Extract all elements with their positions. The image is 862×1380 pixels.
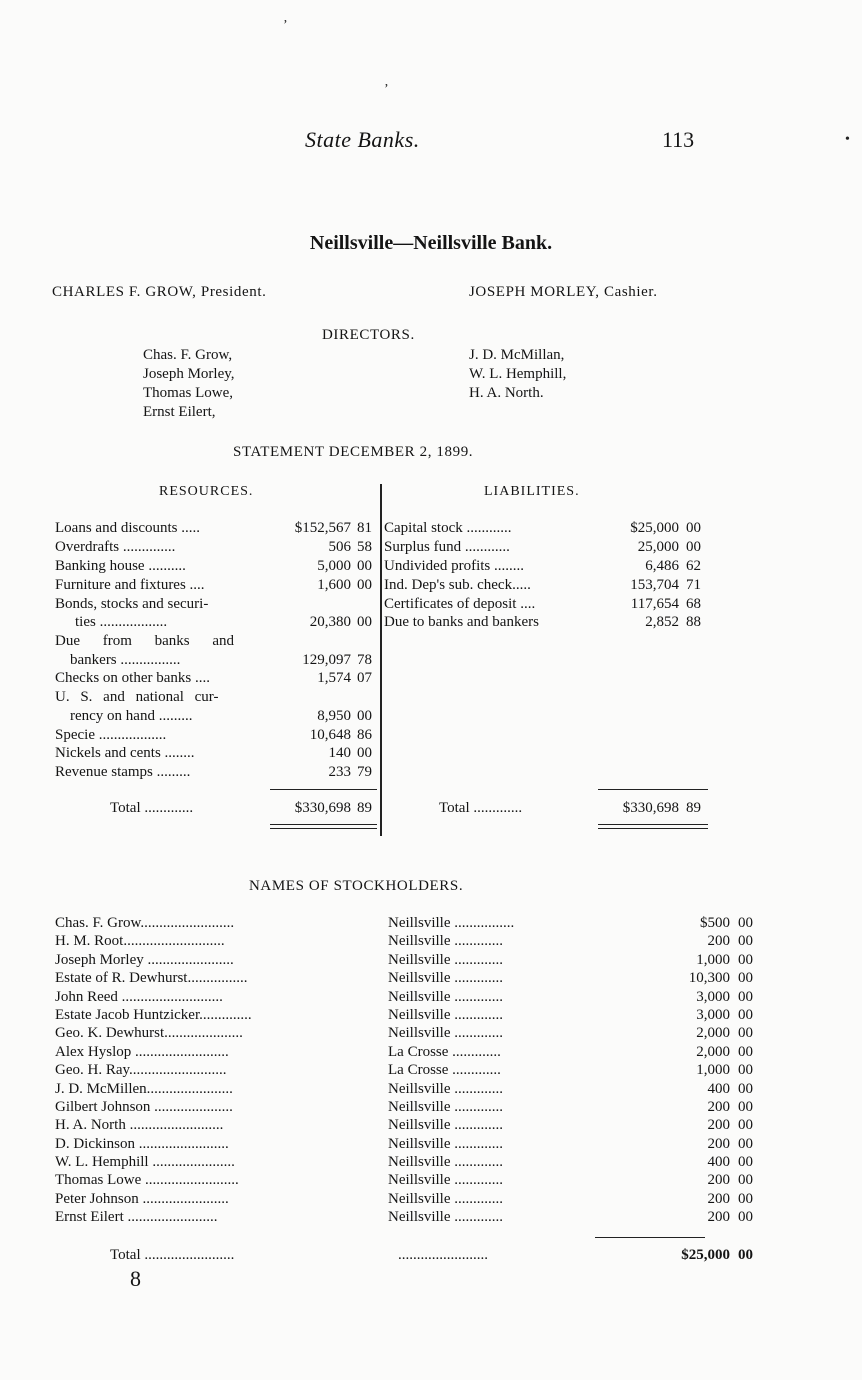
stockholder-cents: 00 bbox=[738, 1081, 753, 1097]
stockholder-dollars: 1,000 bbox=[696, 952, 730, 968]
resource-row bbox=[55, 520, 380, 539]
stockholder-dollars: 10,300 bbox=[688, 970, 730, 986]
stockholder-city: Neillsville ................ bbox=[388, 915, 515, 931]
stockholder-row bbox=[55, 1117, 755, 1136]
stockholder-city: Neillsville ............. bbox=[388, 970, 503, 986]
resource-row bbox=[55, 745, 380, 764]
resources-total-row bbox=[55, 800, 380, 819]
resource-row bbox=[55, 614, 380, 633]
stockholder-name: D. Dickinson ........................ bbox=[55, 1136, 229, 1152]
resources-heading: RESOURCES. bbox=[159, 484, 254, 499]
stockholder-name: Estate of R. Dewhurst................ bbox=[55, 970, 248, 986]
stockholder-name: Thomas Lowe ......................... bbox=[55, 1172, 239, 1188]
stockholder-row bbox=[55, 1154, 755, 1173]
directors-heading: DIRECTORS. bbox=[322, 327, 415, 343]
stockholder-dollars: 200 bbox=[707, 1117, 730, 1133]
resource-dollars: 233 bbox=[328, 764, 351, 780]
resource-label: Furniture and fixtures .... bbox=[55, 577, 205, 593]
liability-dollars: 25,000 bbox=[637, 539, 679, 555]
stockholder-dollars: 200 bbox=[707, 1172, 730, 1188]
stray-mark: • bbox=[845, 132, 850, 147]
resource-label: Bonds, stocks and securi- bbox=[55, 596, 209, 612]
stockholder-dollars: 1,000 bbox=[696, 1062, 730, 1078]
liabilities-total-cents: 89 bbox=[686, 800, 701, 816]
stockholder-cents: 00 bbox=[738, 1172, 753, 1188]
resource-row bbox=[55, 727, 380, 746]
liability-cents: 62 bbox=[686, 558, 701, 574]
resource-dollars: 1,574 bbox=[317, 670, 351, 686]
resource-dollars: 1,600 bbox=[317, 577, 351, 593]
stockholders-total-rule bbox=[595, 1237, 705, 1238]
resource-row bbox=[55, 633, 380, 652]
stockholders-total-row bbox=[55, 1247, 755, 1266]
liability-row bbox=[384, 614, 714, 633]
stockholders-total-cents: 00 bbox=[738, 1247, 753, 1263]
stockholder-dollars: 200 bbox=[707, 1209, 730, 1225]
resource-label: Revenue stamps ......... bbox=[55, 764, 191, 780]
stockholder-name: W. L. Hemphill ...................... bbox=[55, 1154, 235, 1170]
stockholder-row bbox=[55, 1025, 755, 1044]
stockholder-city: Neillsville ............. bbox=[388, 1099, 503, 1115]
resource-label: Overdrafts .............. bbox=[55, 539, 176, 555]
stockholder-row bbox=[55, 952, 755, 971]
resource-dollars: $152,567 bbox=[294, 520, 351, 536]
stockholder-dollars: 400 bbox=[707, 1081, 730, 1097]
liability-row bbox=[384, 558, 714, 577]
stockholder-cents: 00 bbox=[738, 1154, 753, 1170]
stockholder-cents: 00 bbox=[738, 1191, 753, 1207]
stockholder-dollars: 200 bbox=[707, 1136, 730, 1152]
liability-dollars: $25,000 bbox=[630, 520, 679, 536]
bank-title: Neillsville—Neillsville Bank. bbox=[309, 232, 553, 254]
director-name: J. D. McMillan, bbox=[469, 347, 565, 363]
resource-cents: 00 bbox=[357, 558, 372, 574]
stockholder-cents: 00 bbox=[738, 952, 753, 968]
resource-cents: 00 bbox=[357, 745, 372, 761]
stray-mark: ʼ bbox=[384, 82, 389, 97]
liability-cents: 71 bbox=[686, 577, 701, 593]
liability-dollars: 117,654 bbox=[630, 596, 679, 612]
resources-total-rule bbox=[270, 789, 377, 790]
director-name: Ernst Eilert, bbox=[143, 404, 216, 420]
resource-dollars: 506 bbox=[328, 539, 351, 555]
resource-dollars: 5,000 bbox=[317, 558, 351, 574]
resource-label: Banking house .......... bbox=[55, 558, 186, 574]
stockholder-city: Neillsville ............. bbox=[388, 1007, 503, 1023]
signature-mark: 8 bbox=[130, 1266, 141, 1291]
liability-cents: 68 bbox=[686, 596, 701, 612]
stockholder-city: Neillsville ............. bbox=[388, 1117, 503, 1133]
stockholder-name: Estate Jacob Huntzicker.............. bbox=[55, 1007, 252, 1023]
stockholder-name: Ernst Eilert ........................ bbox=[55, 1209, 218, 1225]
stockholder-name: Joseph Morley ....................... bbox=[55, 952, 234, 968]
stockholder-cents: 00 bbox=[738, 970, 753, 986]
stockholders-total-dollars: $25,000 bbox=[681, 1247, 730, 1263]
stockholder-dollars: 200 bbox=[707, 1099, 730, 1115]
liability-row bbox=[384, 596, 714, 615]
stockholder-dollars: 2,000 bbox=[696, 1044, 730, 1060]
resource-dollars: 8,950 bbox=[317, 708, 351, 724]
stockholder-cents: 00 bbox=[738, 1136, 753, 1152]
resource-label: Specie .................. bbox=[55, 727, 167, 743]
stockholder-name: J. D. McMillen....................... bbox=[55, 1081, 233, 1097]
resource-cents: 79 bbox=[357, 764, 372, 780]
stockholder-cents: 00 bbox=[738, 1209, 753, 1225]
page-number: 113 bbox=[662, 127, 695, 152]
stockholder-name: H. M. Root........................... bbox=[55, 933, 225, 949]
stockholder-name: Chas. F. Grow......................... bbox=[55, 915, 235, 931]
liabilities-total-label: Total ............. bbox=[439, 800, 523, 816]
resources-total-cents: 89 bbox=[357, 800, 372, 816]
statement-heading: STATEMENT DECEMBER 2, 1899. bbox=[233, 444, 474, 460]
stockholder-city: Neillsville ............. bbox=[388, 1209, 503, 1225]
stray-mark: ʼ bbox=[283, 18, 288, 33]
stockholder-city: Neillsville ............. bbox=[388, 1154, 503, 1170]
stockholder-cents: 00 bbox=[738, 1044, 753, 1060]
stockholder-cents: 00 bbox=[738, 933, 753, 949]
stockholder-city: Neillsville ............. bbox=[388, 1081, 503, 1097]
stockholder-city: La Crosse ............. bbox=[388, 1062, 501, 1078]
stockholder-row bbox=[55, 1172, 755, 1191]
stockholder-row bbox=[55, 989, 755, 1008]
stockholder-row bbox=[55, 933, 755, 952]
resource-cents: 00 bbox=[357, 614, 372, 630]
resource-row bbox=[55, 670, 380, 689]
stockholder-dollars: 3,000 bbox=[696, 989, 730, 1005]
liability-cents: 88 bbox=[686, 614, 701, 630]
stockholder-city: Neillsville ............. bbox=[388, 1172, 503, 1188]
liability-label: Certificates of deposit .... bbox=[384, 596, 536, 612]
stockholder-name: Geo. K. Dewhurst..................... bbox=[55, 1025, 243, 1041]
director-name: W. L. Hemphill, bbox=[469, 366, 567, 382]
resource-cents: 81 bbox=[357, 520, 372, 536]
resource-cents: 00 bbox=[357, 577, 372, 593]
resource-row bbox=[55, 577, 380, 596]
liability-row bbox=[384, 539, 714, 558]
stockholder-dollars: 400 bbox=[707, 1154, 730, 1170]
stockholders-heading: NAMES OF STOCKHOLDERS. bbox=[249, 878, 464, 894]
stockholder-row bbox=[55, 1044, 755, 1063]
resource-dollars: 140 bbox=[328, 745, 351, 761]
resources-total-dollars: $330,698 bbox=[294, 800, 351, 816]
liability-row bbox=[384, 520, 714, 539]
resource-row bbox=[55, 596, 380, 615]
resources-double-rule bbox=[270, 828, 377, 829]
director-name: Thomas Lowe, bbox=[143, 385, 233, 401]
liability-cents: 00 bbox=[686, 520, 701, 536]
resource-row bbox=[55, 558, 380, 577]
liability-label: Due to banks and bankers bbox=[384, 614, 539, 630]
stockholder-row bbox=[55, 970, 755, 989]
stockholder-city: Neillsville ............. bbox=[388, 1025, 503, 1041]
liabilities-total-row bbox=[384, 800, 714, 819]
liabilities-total-dollars: $330,698 bbox=[622, 800, 679, 816]
stockholder-name: John Reed ........................... bbox=[55, 989, 223, 1005]
stockholder-row bbox=[55, 1007, 755, 1026]
director-name: H. A. North. bbox=[469, 385, 544, 401]
resource-row bbox=[55, 708, 380, 727]
resource-row bbox=[55, 689, 380, 708]
resources-total-label: Total ............. bbox=[110, 800, 194, 816]
stockholder-name: Geo. H. Ray.......................... bbox=[55, 1062, 227, 1078]
resource-row bbox=[55, 764, 380, 783]
cashier-line: JOSEPH MORLEY, Cashier. bbox=[469, 284, 658, 300]
resource-cents: 78 bbox=[357, 652, 372, 668]
stockholder-city: Neillsville ............. bbox=[388, 1191, 503, 1207]
stockholder-city: Neillsville ............. bbox=[388, 989, 503, 1005]
stockholder-row bbox=[55, 1081, 755, 1100]
stockholder-name: Alex Hyslop ......................... bbox=[55, 1044, 229, 1060]
director-name: Chas. F. Grow, bbox=[143, 347, 233, 363]
resource-label: Nickels and cents ........ bbox=[55, 745, 195, 761]
resource-label: rency on hand ......... bbox=[70, 708, 193, 724]
liability-dollars: 153,704 bbox=[630, 577, 679, 593]
president-line: CHARLES F. GROW, President. bbox=[52, 284, 267, 300]
resource-label: bankers ................ bbox=[70, 652, 181, 668]
director-name: Joseph Morley, bbox=[143, 366, 235, 382]
column-divider bbox=[380, 484, 382, 836]
liability-label: Capital stock ............ bbox=[384, 520, 512, 536]
stockholder-dollars: 3,000 bbox=[696, 1007, 730, 1023]
stockholder-cents: 00 bbox=[738, 989, 753, 1005]
stockholder-name: H. A. North ......................... bbox=[55, 1117, 224, 1133]
stockholder-name: Gilbert Johnson ..................... bbox=[55, 1099, 233, 1115]
liabilities-heading: LIABILITIES. bbox=[484, 484, 580, 499]
liability-cents: 00 bbox=[686, 539, 701, 555]
resource-dollars: 129,097 bbox=[302, 652, 351, 668]
resource-row bbox=[55, 652, 380, 671]
stockholder-dollars: 200 bbox=[707, 1191, 730, 1207]
liability-label: Ind. Dep's sub. check..... bbox=[384, 577, 531, 593]
resource-label: U. S. and national cur- bbox=[55, 689, 219, 705]
stockholder-cents: 00 bbox=[738, 1025, 753, 1041]
resource-dollars: 20,380 bbox=[309, 614, 351, 630]
stockholder-city: Neillsville ............. bbox=[388, 933, 503, 949]
resource-dollars: 10,648 bbox=[309, 727, 351, 743]
stockholder-row bbox=[55, 1191, 755, 1210]
stockholder-row bbox=[55, 1099, 755, 1118]
liability-dollars: 2,852 bbox=[645, 614, 679, 630]
resources-double-rule bbox=[270, 824, 377, 825]
stockholders-total-label: Total ........................ bbox=[110, 1247, 235, 1263]
stockholder-row bbox=[55, 1209, 755, 1228]
stockholder-cents: 00 bbox=[738, 1099, 753, 1115]
stockholder-cents: 00 bbox=[738, 1062, 753, 1078]
resource-row bbox=[55, 539, 380, 558]
stockholder-city: Neillsville ............. bbox=[388, 1136, 503, 1152]
stockholder-dollars: 200 bbox=[707, 933, 730, 949]
liabilities-double-rule bbox=[598, 828, 708, 829]
stockholder-name: Peter Johnson ....................... bbox=[55, 1191, 229, 1207]
stockholder-cents: 00 bbox=[738, 1117, 753, 1133]
liability-dollars: 6,486 bbox=[645, 558, 679, 574]
stockholder-row bbox=[55, 1062, 755, 1081]
liability-row bbox=[384, 577, 714, 596]
resource-label: Due from banks and bbox=[55, 633, 235, 649]
stockholder-row bbox=[55, 915, 755, 934]
stockholder-row bbox=[55, 1136, 755, 1155]
resource-cents: 86 bbox=[357, 727, 372, 743]
liabilities-double-rule bbox=[598, 824, 708, 825]
liability-label: Undivided profits ........ bbox=[384, 558, 524, 574]
stockholder-cents: 00 bbox=[738, 915, 753, 931]
resource-cents: 07 bbox=[357, 670, 372, 686]
resource-label: ties .................. bbox=[75, 614, 168, 630]
resource-label: Loans and discounts ..... bbox=[55, 520, 200, 536]
stockholder-city: La Crosse ............. bbox=[388, 1044, 501, 1060]
resource-cents: 58 bbox=[357, 539, 372, 555]
stockholder-dollars: 2,000 bbox=[696, 1025, 730, 1041]
resource-cents: 00 bbox=[357, 708, 372, 724]
stockholders-total-leader: ........................ bbox=[398, 1247, 488, 1263]
stockholder-cents: 00 bbox=[738, 1007, 753, 1023]
resource-label: Checks on other banks .... bbox=[55, 670, 210, 686]
running-title: State Banks. bbox=[305, 127, 420, 152]
liabilities-total-rule bbox=[598, 789, 708, 790]
liability-label: Surplus fund ............ bbox=[384, 539, 510, 555]
stockholder-dollars: $500 bbox=[700, 915, 730, 931]
stockholder-city: Neillsville ............. bbox=[388, 952, 503, 968]
